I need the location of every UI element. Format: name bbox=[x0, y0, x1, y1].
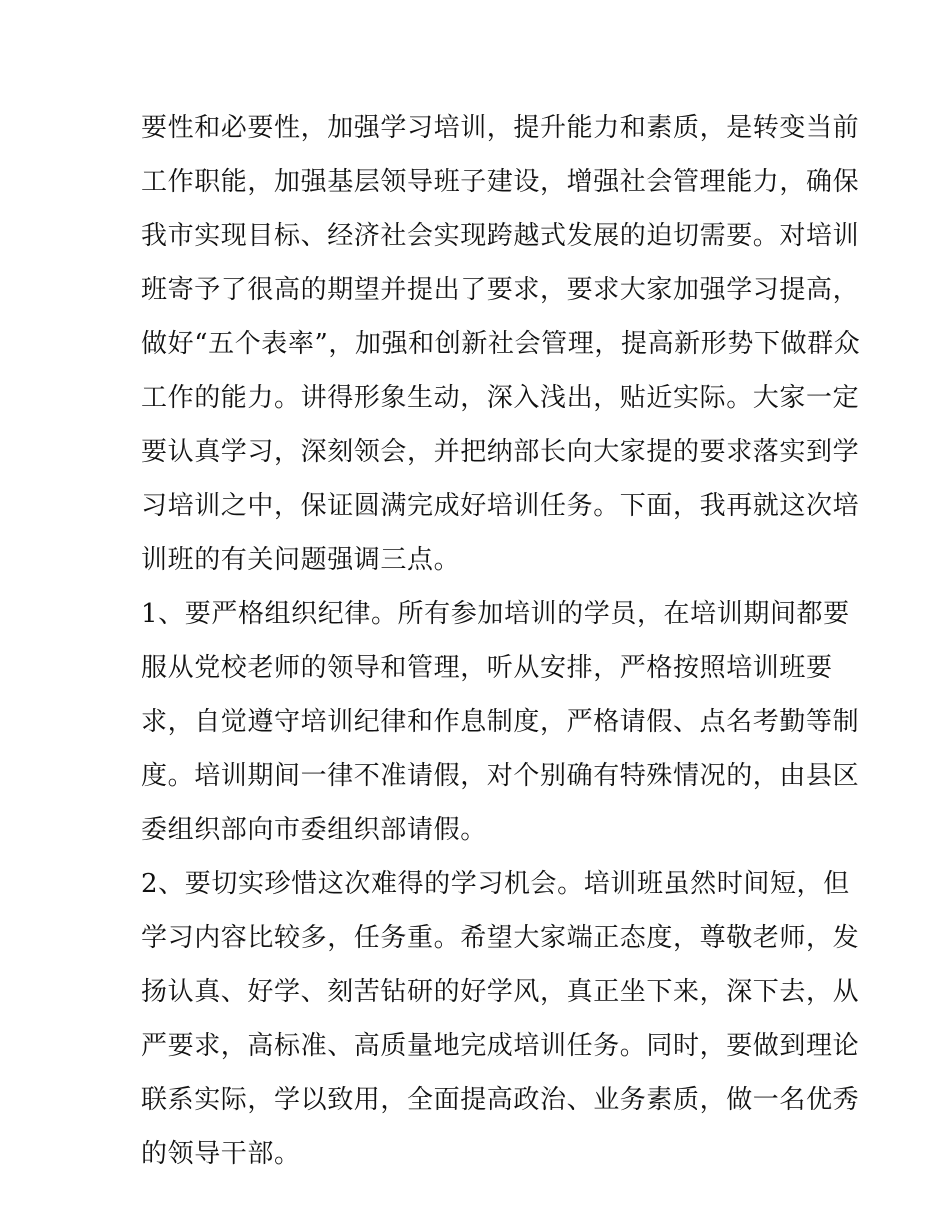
text-line: 训班的有关问题强调三点。 bbox=[141, 545, 461, 575]
text-line: 度。培训期间一律不准请假，对个别确有特殊情况的，由县区 bbox=[141, 761, 860, 791]
text-line: 习培训之中，保证圆满完成好培训任务。下面，我再就这次培 bbox=[141, 491, 860, 521]
text-line: 扬认真、好学、刻苦钻研的好学风，真正坐下来，深下去，从 bbox=[141, 977, 860, 1007]
text-line: 要认真学习，深刻领会，并把纳部长向大家提的要求落实到学 bbox=[141, 437, 860, 467]
text-line: 工作的能力。讲得形象生动，深入浅出，贴近实际。大家一定 bbox=[141, 383, 860, 413]
text-line: 求，自觉遵守培训纪律和作息制度，严格请假、点名考勤等制 bbox=[141, 707, 860, 737]
text-line: 服从党校老师的领导和管理，听从安排，严格按照培训班要 bbox=[141, 653, 833, 683]
text-line: 班寄予了很高的期望并提出了要求，要求大家加强学习提高， bbox=[141, 275, 860, 305]
text-line: 工作职能，加强基层领导班子建设，增强社会管理能力，确保 bbox=[141, 167, 860, 197]
text-line: 要性和必要性，加强学习培训，提升能力和素质，是转变当前 bbox=[141, 113, 860, 143]
text-line: 联系实际，学以致用，全面提高政治、业务素质，做一名优秀 bbox=[141, 1085, 860, 1115]
text-line: 学习内容比较多，任务重。希望大家端正态度，尊敬老师，发 bbox=[141, 923, 860, 953]
text-line: 的领导干部。 bbox=[141, 1139, 301, 1169]
text-line: 我市实现目标、经济社会实现跨越式发展的迫切需要。对培训 bbox=[141, 221, 860, 251]
text-line: 严要求，高标准、高质量地完成培训任务。同时，要做到理论 bbox=[141, 1031, 860, 1061]
text-line: 委组织部向市委组织部请假。 bbox=[141, 815, 487, 845]
numbered-item-line: 1、要严格组织纪律。所有参加培训的学员，在培训期间都要 bbox=[141, 599, 850, 629]
numbered-item-line: 2、要切实珍惜这次难得的学习机会。培训班虽然时间短，但 bbox=[141, 869, 850, 899]
text-line: 做好“五个表率”，加强和创新社会管理，提高新形势下做群众 bbox=[141, 329, 861, 359]
